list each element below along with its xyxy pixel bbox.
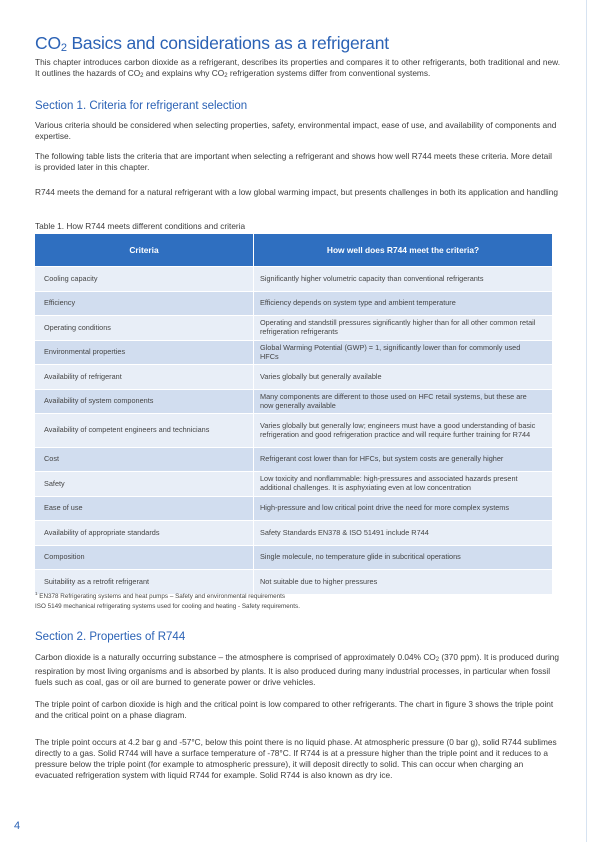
table-row: Cooling capacity Significantly higher volumetric capacity than conventional refrigerants bbox=[35, 266, 552, 291]
table-row: Availability of refrigerant Varies globally but generally available bbox=[35, 364, 552, 389]
table-row: Efficiency Efficiency depends on system type and ambient temperature bbox=[35, 291, 552, 315]
table-row: Suitability as a retrofit refrigerant Not suitable due to higher pressures bbox=[35, 569, 552, 594]
section1-paragraph-2: The following table lists the criteria that are important when selecting a refrigerant and shows how well R744 meets these criteria. More detail is provided later in this chapter. bbox=[35, 151, 552, 172]
criteria-table bbox=[35, 234, 552, 594]
table-row: Environmental properties Global Warming Potential (GWP) = 1, significantly lower than for commonly used HFCs bbox=[35, 340, 552, 364]
header-how-well: How well does R744 meet the criteria? bbox=[326, 245, 480, 255]
page-title: $CO_2$ Basics and considerations as a refrigerant bbox=[35, 33, 389, 54]
section1-paragraph-3: R744 meets the demand for a natural refrigerant with a low global warming impact, but presents challenges in both its application and handling bbox=[35, 187, 559, 197]
section2-paragraph-3: The triple point occurs at 4.2 bar g and -57°C, below this point there is no liquid phase. At atmospheric pressure (0 bar g), solid R744 sublimes directly to a gas. Solid R744 will have a surface temperature of -78°C. If R744 is at a pressure higher than the triple point and it reduces to a pressure below the triple point (for example to atmospheric pressure), it will deposit directly to solid. This can occur when charging an evacuated refrigeration system with liquid R744 for example. Solid R744 is also known as dry ice. bbox=[35, 737, 557, 780]
table-row: Ease of use High-pressure and low critical point drive the need for more complex systems bbox=[35, 496, 552, 520]
table-caption: Table 1. How R744 meets different conditions and criteria bbox=[35, 221, 246, 231]
section2-paragraph-1: Carbon dioxide is a naturally occurring substance – the atmosphere is comprised of approximately 0.04% $CO_2$ (370 ppm). It is produced during respiration by most living organisms and is absorbed by plants. It is also produced during many industrial processes, in particular when fossil fuels such as coal, gas or oil are burned to generate power or drive vehicles. bbox=[35, 652, 560, 687]
section1-paragraph-1: Various criteria should be considered when selecting properties, safety, environmental impact, ease of use, and availability of components and expertise. bbox=[35, 120, 557, 141]
footnote-1: $^1$ EN378 Refrigerating systems and heat pumps – Safety and environmental requirements bbox=[35, 591, 285, 600]
page-number: 4 bbox=[14, 820, 21, 832]
intro-paragraph: This chapter introduces carbon dioxide as a refrigerant, describes its properties and compares it to other refrigerants, both traditional and new. It outlines the hazards of $CO_2$ and explains why $CO_2$ refrigeration systems differ from conventional systems. bbox=[35, 57, 560, 79]
header-criteria: Criteria bbox=[129, 245, 159, 255]
table-row: Safety Low toxicity and nonflammable: high-pressures and associated hazards present additional challenges. It is asphyxiating even at low concentration bbox=[35, 471, 552, 496]
page-edge-rule bbox=[586, 0, 587, 842]
table-row: Cost Refrigerant cost lower than for HFCs, but system costs are generally higher bbox=[35, 447, 552, 471]
table-row: Availability of competent engineers and technicians Varies globally but generally low; engineers must have a good understanding of basic refrigeration and good refrigeration practice and will require further training for R744 bbox=[35, 413, 552, 447]
section1-heading: Section 1. Criteria for refrigerant selection bbox=[35, 100, 248, 112]
footnote-2: ISO 5149 mechanical refrigerating systems used for cooling and heating - Safety requirements. bbox=[35, 603, 300, 610]
table-row: Availability of system components Many components are different to those used on HFC retail systems, but these are now generally available bbox=[35, 389, 552, 413]
table-header bbox=[35, 234, 552, 266]
table-row: Composition Single molecule, no temperature glide in subcritical operations bbox=[35, 545, 552, 569]
table-row: Availability of appropriate standards Safety Standards EN378 & ISO 51491 include R744 bbox=[35, 520, 552, 545]
section2-paragraph-2: The triple point of carbon dioxide is high and the critical point is low compared to other refrigerants. The chart in figure 3 shows the triple point and the critical point on a phase diagram. bbox=[35, 699, 554, 720]
section2-heading: Section 2. Properties of R744 bbox=[35, 631, 186, 643]
table-row: Operating conditions Operating and standstill pressures significantly higher than for all other common retail refrigeration refrigerants bbox=[35, 315, 552, 340]
